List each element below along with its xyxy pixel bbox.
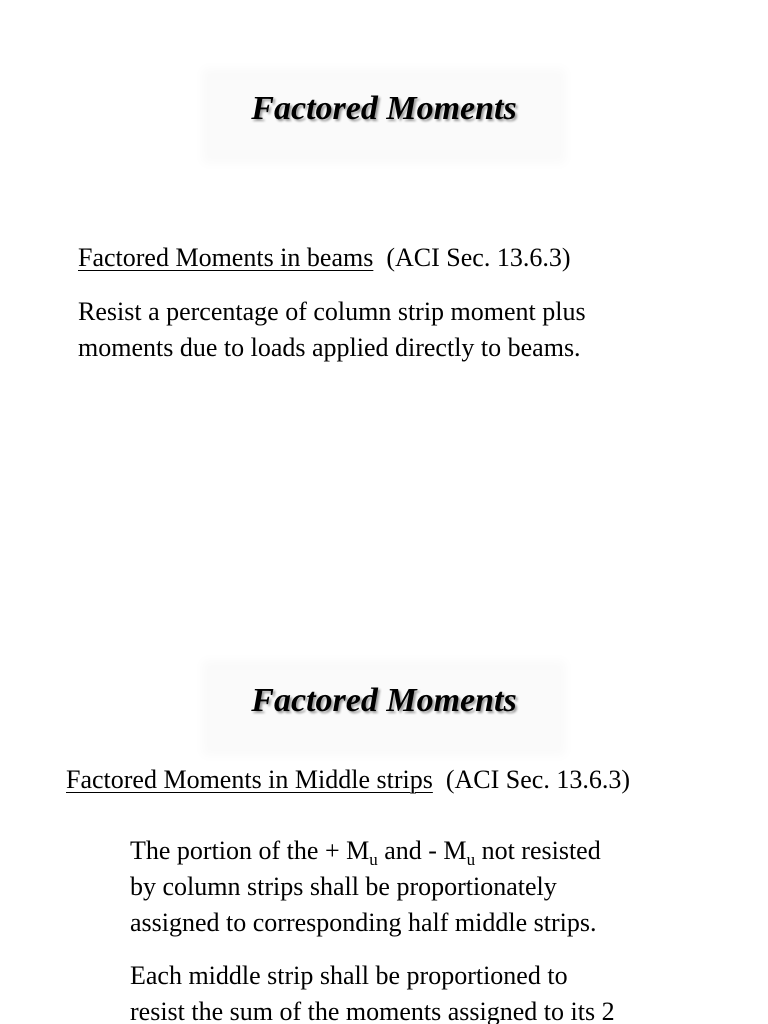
paragraph-1-line-3: assigned to corresponding half middle strips. — [130, 908, 597, 937]
paragraph-1-line-2: by column strips shall be proportionately — [130, 872, 557, 901]
p1-subscript-u-1: u — [369, 850, 378, 869]
paragraph-2-line-1: Each middle strip shall be proportioned to — [130, 961, 568, 990]
slide-2 — [0, 640, 768, 1024]
paragraph-2-line-2: resist the sum of the moments assigned to its 2 — [130, 997, 615, 1024]
paragraph-1-line-1 — [130, 833, 601, 869]
p1-text-b: and - M — [377, 836, 467, 865]
p1-text-a: The portion of the + M — [130, 836, 370, 865]
slide-title: Factored Moments — [251, 682, 517, 719]
subheading-underlined: Factored Moments in beams — [78, 243, 374, 272]
subheading-underlined: Factored Moments in Middle strips — [66, 765, 433, 794]
subheading-reference: (ACI Sec. 13.6.3) — [445, 765, 630, 794]
subheading — [66, 762, 630, 798]
slide-title: Factored Moments — [251, 90, 517, 127]
subheading-reference: (ACI Sec. 13.6.3) — [386, 243, 571, 272]
subheading — [78, 240, 570, 276]
body-line-2: moments due to loads applied directly to beams. — [78, 333, 581, 362]
p1-text-c: not resisted — [475, 836, 601, 865]
body-line-1: Resist a percentage of column strip moment plus — [78, 297, 586, 326]
p1-subscript-u-2: u — [466, 850, 476, 869]
